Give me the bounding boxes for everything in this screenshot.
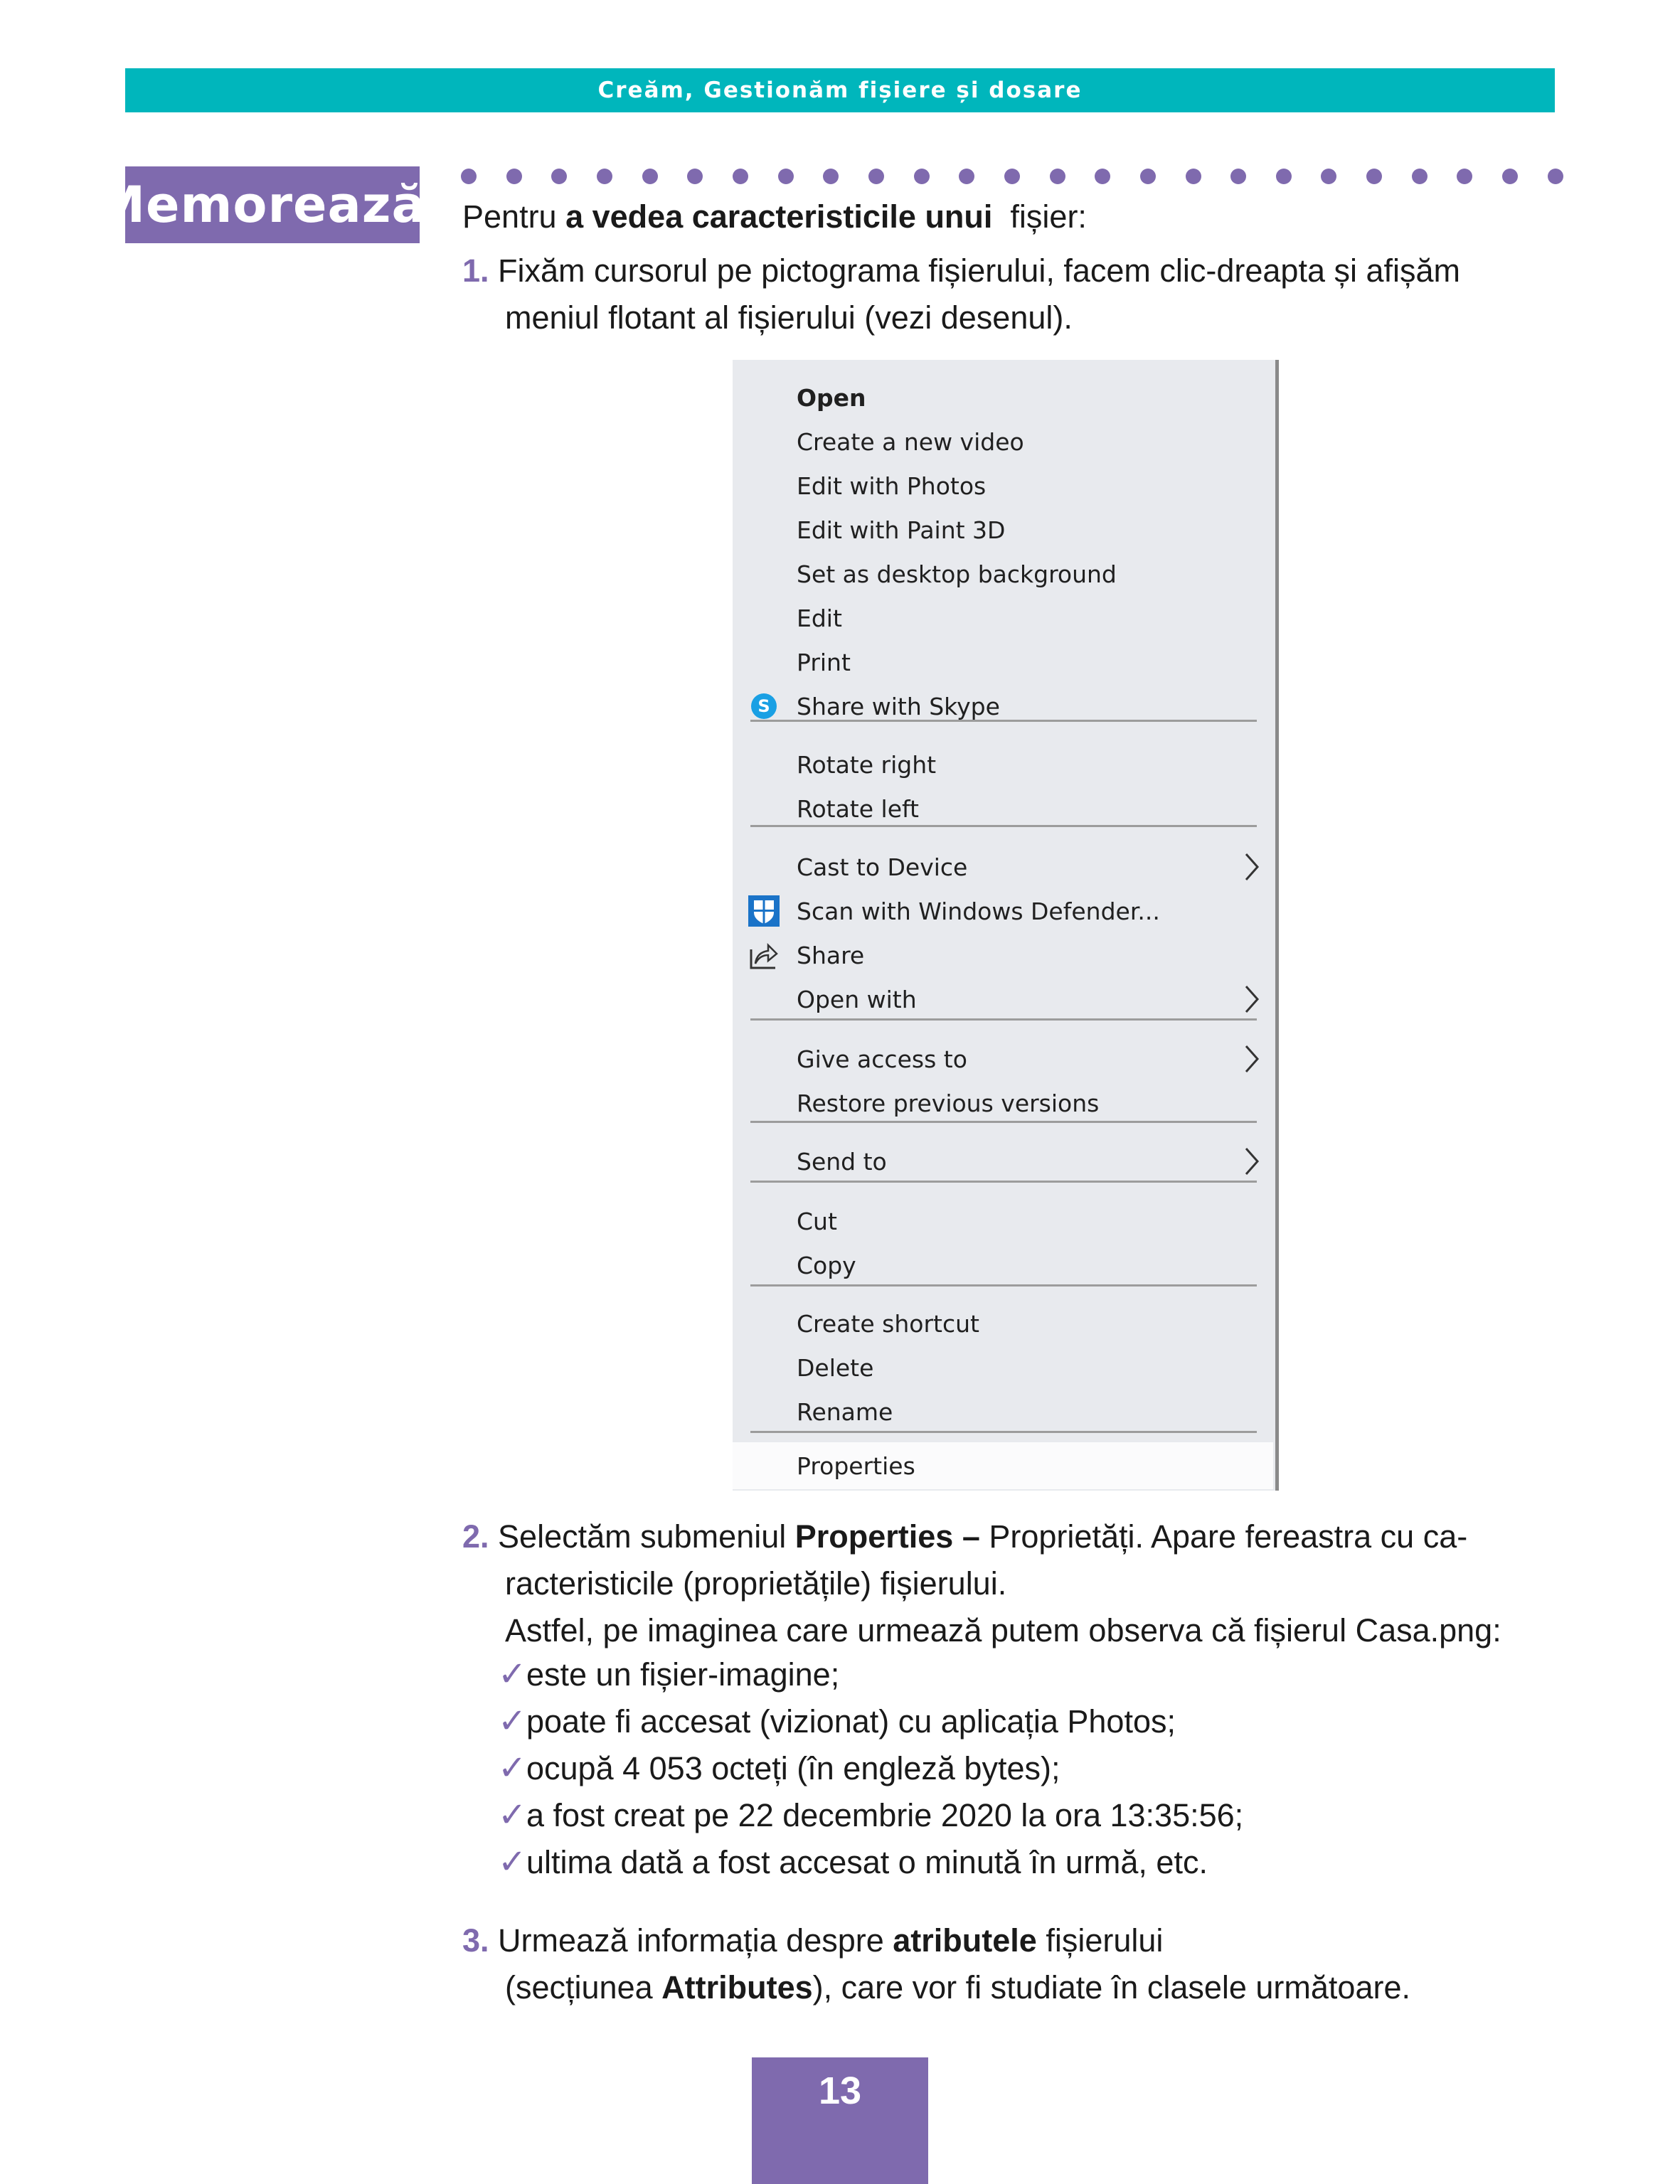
- checklist-item: ✓ poate fi accesat (vizionat) cu aplicația Photos;: [498, 1698, 1243, 1745]
- menu-separator: [750, 1018, 1257, 1021]
- chevron-right-icon: [1240, 1146, 1262, 1177]
- file-properties-checklist: [498, 1651, 1243, 1886]
- checklist-item: ✓ este un fișier-imagine;: [498, 1651, 1243, 1698]
- intro-bold: a vedea caracteristicile unui: [565, 198, 993, 235]
- menu-item-delete[interactable]: Delete: [797, 1353, 874, 1382]
- menu-separator: [750, 825, 1257, 827]
- svg-text:S: S: [757, 696, 770, 716]
- dotted-divider: [461, 168, 1563, 185]
- menu-item-share[interactable]: Share: [733, 933, 1273, 977]
- menu-item-cast-to-device[interactable]: Cast to Device: [733, 845, 1273, 889]
- menu-item-rename[interactable]: Rename: [797, 1397, 893, 1426]
- menu-item-copy[interactable]: Copy: [797, 1251, 856, 1279]
- step-3: 3. Urmează informația despre atributele fișierului (secțiunea Attributes), care vor fi studiate în clasele următoare.: [462, 1922, 1410, 2005]
- page-number-tab: [752, 2057, 928, 2184]
- menu-item-rotate-right[interactable]: Rotate right: [797, 750, 937, 779]
- check-icon: ✓: [498, 1749, 527, 1787]
- menu-item-create-shortcut[interactable]: Create shortcut: [797, 1309, 979, 1338]
- step-2: 2. Selectăm submeniul Properties – Proprietăți. Apare fereastra cu ca- racteristicile (proprietățile) fișierului. Astfel, pe imaginea care urmează putem observa că fișierul Casa.png:: [462, 1518, 1501, 1648]
- menu-item-cut[interactable]: Cut: [797, 1207, 837, 1235]
- chevron-right-icon: [1240, 1043, 1262, 1075]
- menu-item-properties[interactable]: Properties: [733, 1442, 1273, 1489]
- menu-item-share-with-skype[interactable]: S Share with Skype: [733, 684, 1273, 728]
- check-icon: ✓: [498, 1703, 527, 1740]
- step-number: 1.: [462, 252, 489, 289]
- menu-item-edit[interactable]: Edit: [797, 604, 842, 632]
- check-icon: ✓: [498, 1843, 527, 1881]
- menu-separator: [750, 1181, 1257, 1183]
- menu-item-rotate-left[interactable]: Rotate left: [797, 794, 919, 823]
- page-number: 13: [818, 2070, 862, 2112]
- menu-separator: [750, 1284, 1257, 1287]
- menu-item-edit-with-photos[interactable]: Edit with Photos: [797, 472, 987, 500]
- windows-defender-shield-icon: [748, 895, 780, 927]
- menu-item-create-new-video[interactable]: Create a new video: [797, 427, 1024, 456]
- checklist-item: ✓ ocupă 4 053 octeți (în engleză bytes);: [498, 1745, 1243, 1792]
- menu-item-set-desktop-background[interactable]: Set as desktop background: [797, 560, 1117, 588]
- menu-separator: [750, 1431, 1257, 1433]
- chevron-right-icon: [1240, 851, 1262, 883]
- menu-separator: [750, 1121, 1257, 1123]
- menu-item-send-to[interactable]: Send to: [733, 1139, 1273, 1183]
- checklist-item: ✓ ultima dată a fost accesat o minută în urmă, etc.: [498, 1839, 1243, 1886]
- badge-label: Memorează!: [95, 176, 450, 234]
- menu-item-open[interactable]: Open: [797, 383, 866, 412]
- menu-item-give-access-to[interactable]: Give access to: [733, 1037, 1273, 1081]
- checklist-item: ✓ a fost creat pe 22 decembrie 2020 la ora 13:35:56;: [498, 1792, 1243, 1839]
- step-number: 2.: [462, 1518, 489, 1555]
- skype-icon: [748, 691, 780, 722]
- memoreaza-badge: [95, 166, 450, 243]
- step-1: 1. Fixăm cursorul pe pictograma fișierului, facem clic-dreapta și afișăm meniul flotant al fișierului (vezi desenul).: [462, 252, 1461, 336]
- menu-item-print[interactable]: Print: [797, 648, 851, 676]
- check-icon: ✓: [498, 1796, 527, 1834]
- share-icon: [748, 939, 780, 971]
- menu-item-open-with[interactable]: Open with: [733, 977, 1273, 1021]
- menu-item-restore-previous-versions[interactable]: Restore previous versions: [797, 1089, 1100, 1117]
- check-icon: ✓: [498, 1656, 527, 1693]
- chapter-title: Creăm, Gestionăm fișiere și dosare: [597, 78, 1083, 103]
- chapter-header-band: [125, 68, 1555, 112]
- file-context-menu: [733, 360, 1279, 1491]
- menu-separator: [750, 720, 1257, 722]
- step-number: 3.: [462, 1922, 489, 1959]
- intro-sentence: Pentru a vedea caracteristicile unui fișier:: [462, 198, 1087, 235]
- menu-item-edit-with-paint-3d[interactable]: Edit with Paint 3D: [797, 516, 1006, 544]
- menu-item-scan-windows-defender[interactable]: Scan with Windows Defender...: [733, 889, 1273, 933]
- chevron-right-icon: [1240, 984, 1262, 1015]
